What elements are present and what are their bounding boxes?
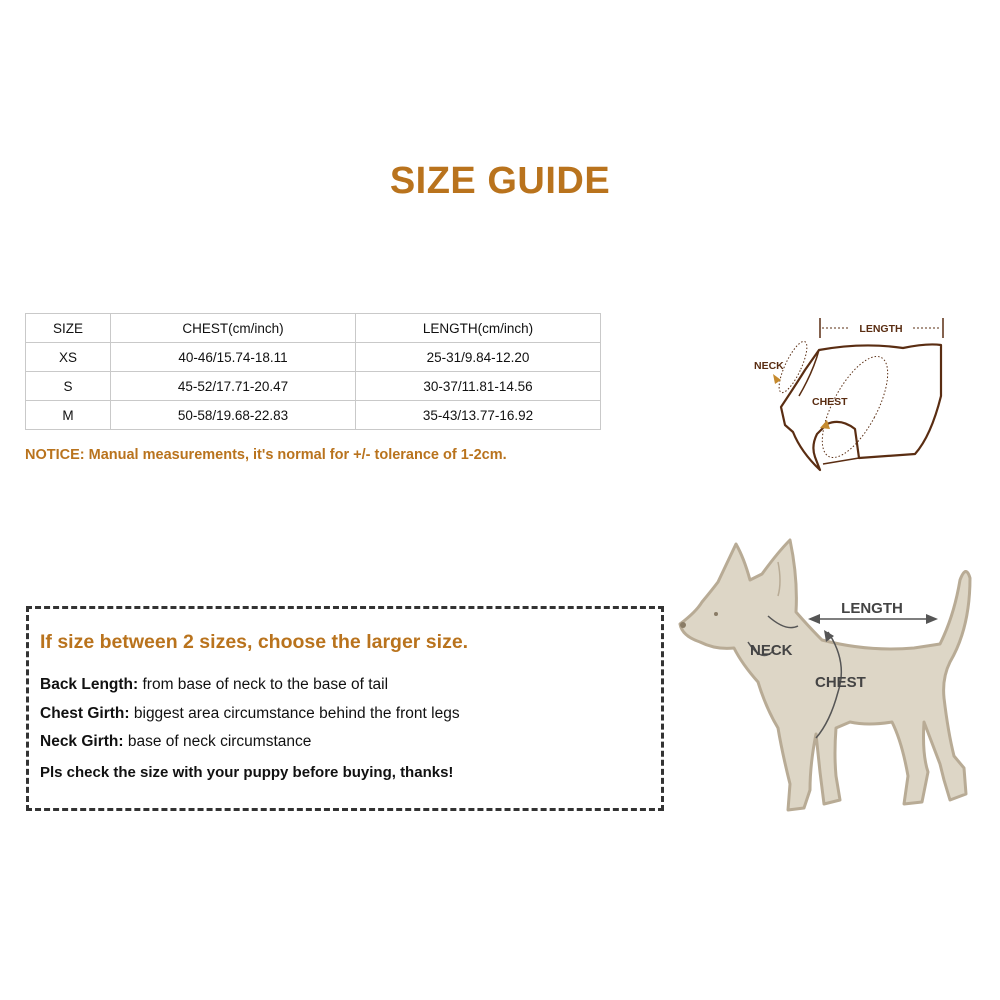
garment-diagram <box>745 312 955 477</box>
dog-diagram <box>678 532 983 817</box>
size-table <box>25 313 601 430</box>
cell-chest: 50-58/19.68-22.83 <box>111 401 356 430</box>
table-row <box>26 401 601 430</box>
cell-length: 35-43/13.77-16.92 <box>356 401 601 430</box>
header-length: LENGTH(cm/inch) <box>356 314 601 343</box>
garment-neck-arrow-icon <box>773 374 781 384</box>
dog-chest-label: CHEST <box>815 674 866 691</box>
info-label: Back Length: <box>40 676 139 693</box>
header-size: SIZE <box>26 314 111 343</box>
cell-length: 25-31/9.84-12.20 <box>356 343 601 372</box>
cell-size: XS <box>26 343 111 372</box>
header-chest: CHEST(cm/inch) <box>111 314 356 343</box>
info-neck-girth <box>40 733 311 751</box>
dog-length-label: LENGTH <box>841 600 903 617</box>
info-text: biggest area circumstance behind the front legs <box>133 705 460 722</box>
table-header-row <box>26 314 601 343</box>
info-final-note: Pls check the size with your puppy before buying, thanks! <box>40 764 454 781</box>
dog-length-arrow-left-icon <box>808 614 820 624</box>
dog-eye <box>714 612 718 616</box>
table-row <box>26 343 601 372</box>
cell-chest: 40-46/15.74-18.11 <box>111 343 356 372</box>
garment-neck-label: NECK <box>754 360 784 372</box>
cell-chest: 45-52/17.71-20.47 <box>111 372 356 401</box>
info-box <box>26 606 664 811</box>
dog-nose <box>680 622 686 628</box>
info-label: Chest Girth: <box>40 705 130 722</box>
cell-size: M <box>26 401 111 430</box>
cell-size: S <box>26 372 111 401</box>
info-headline: If size between 2 sizes, choose the larger size. <box>40 631 469 653</box>
garment-outline <box>781 344 941 470</box>
cell-length: 30-37/11.81-14.56 <box>356 372 601 401</box>
info-label: Neck Girth: <box>40 733 124 750</box>
page-title: SIZE GUIDE <box>389 160 611 202</box>
dog-neck-label: NECK <box>750 642 793 659</box>
info-text: base of neck circumstance <box>127 733 312 750</box>
garment-chest-arrow-icon <box>820 420 830 429</box>
garment-sleeve-line <box>823 458 859 464</box>
dog-length-arrow-right-icon <box>926 614 938 624</box>
info-back-length <box>40 676 388 694</box>
info-chest-girth <box>40 705 460 723</box>
garment-length-label: LENGTH <box>859 323 903 335</box>
info-text: from base of neck to the base of tail <box>142 676 389 693</box>
notice-text: NOTICE: Manual measurements, it's normal for +/- tolerance of 1-2cm. <box>25 447 507 463</box>
garment-chest-label: CHEST <box>812 396 848 408</box>
table-row <box>26 372 601 401</box>
